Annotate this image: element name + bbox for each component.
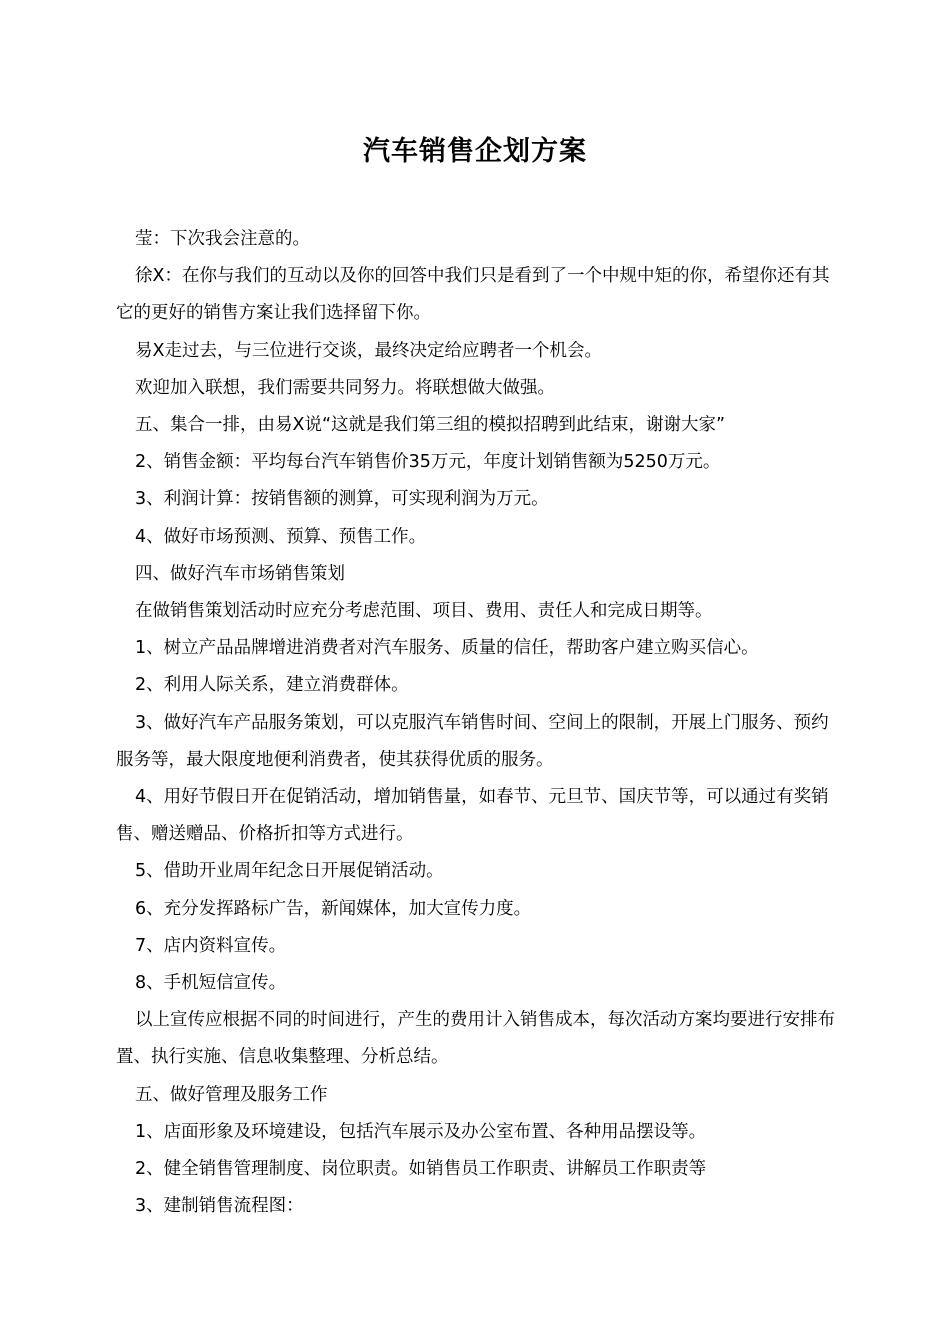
paragraph: 四、做好汽车市场销售策划 xyxy=(135,563,345,584)
paragraph: 1、店面形象及环境建设，包括汽车展示及办公室布置、各种用品摆设等。 xyxy=(135,1121,707,1142)
paragraph: 3、利润计算：按销售额的测算，可实现利润为万元。 xyxy=(135,489,549,510)
paragraph: 4、做好市场预测、预算、预售工作。 xyxy=(135,526,427,547)
paragraph: 以上宣传应根据不同的时间进行，产生的费用计入销售成本，每次活动方案均要进行安排布置、执行实施、信息收集整理、分析总结。 xyxy=(116,1010,835,1068)
paragraph: 五、做好管理及服务工作 xyxy=(135,1084,328,1105)
paragraph: 易X走过去，与三位进行交谈，最终决定给应聘者一个机会。 xyxy=(135,340,602,361)
paragraph: 3、做好汽车产品服务策划，可以克服汽车销售时间、空间上的限制，开展上门服务、预约服务等，最大限度地便利消费者，使其获得优质的服务。 xyxy=(116,712,829,770)
paragraph: 5、借助开业周年纪念日开展促销活动。 xyxy=(135,861,444,882)
paragraph: 欢迎加入联想，我们需要共同努力。将联想做大做强。 xyxy=(135,377,555,398)
paragraph: 2、健全销售管理制度、岗位职责。如销售员工作职责、讲解员工作职责等 xyxy=(135,1159,707,1180)
paragraph: 3、建制销售流程图： xyxy=(135,1196,304,1217)
paragraph: 徐X：在你与我们的互动以及你的回答中我们只是看到了一个中规中矩的你，希望你还有其它的更好的销售方案让我们选择留下你。 xyxy=(116,266,830,324)
paragraph: 8、手机短信宣传。 xyxy=(135,973,287,994)
paragraph: 莹：下次我会注意的。 xyxy=(135,229,310,249)
paragraph: 在做销售策划活动时应充分考虑范围、项目、费用、责任人和完成日期等。 xyxy=(135,601,713,622)
document-title: 汽车销售企划方案 xyxy=(363,136,587,167)
paragraph: 4、用好节假日开在促销活动，增加销售量，如春节、元旦节、国庆节等，可以通过有奖销售、赠送赠品、价格折扣等方式进行。 xyxy=(116,787,829,845)
paragraph: 7、店内资料宣传。 xyxy=(135,935,287,956)
paragraph: 2、利用人际关系，建立消费群体。 xyxy=(135,675,409,696)
paragraph: 五、集合一排，由易X说“这就是我们第三组的模拟招聘到此结束，谢谢大家” xyxy=(135,415,726,436)
paragraph: 1、树立产品品牌增进消费者对汽车服务、质量的信任，帮助客户建立购买信心。 xyxy=(135,638,759,659)
paragraph: 6、充分发挥路标广告，新闻媒体，加大宣传力度。 xyxy=(135,898,532,919)
document-body xyxy=(116,221,840,1225)
paragraph: 2、销售金额：平均每台汽车销售价35万元，年度计划销售额为5250万元。 xyxy=(135,452,721,473)
